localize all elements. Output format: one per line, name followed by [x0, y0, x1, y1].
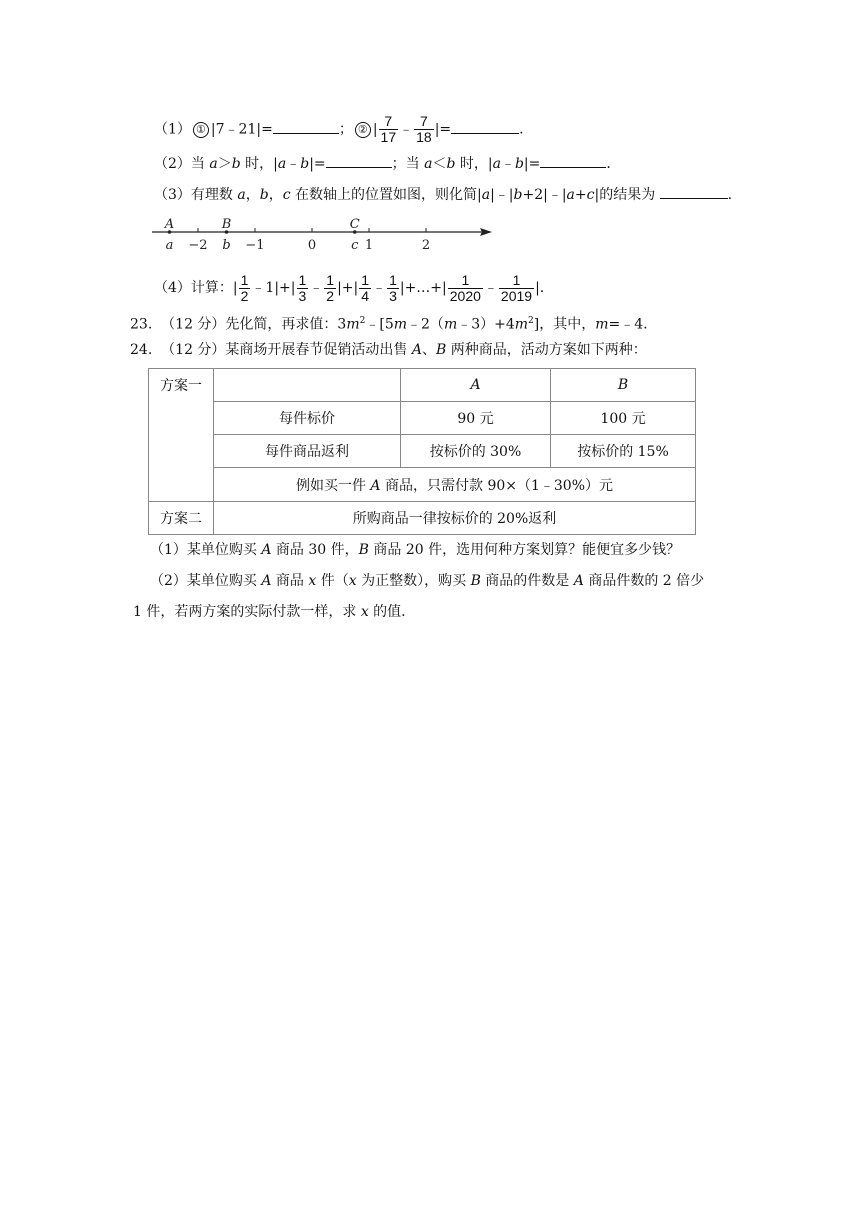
part-label: （1）: [154, 121, 191, 138]
var: x: [308, 573, 317, 589]
var: m: [595, 316, 609, 333]
fraction: [387, 273, 399, 304]
fraction: [239, 273, 251, 304]
text: ﹣1|+|: [251, 280, 296, 296]
text: 例如买一件: [295, 477, 371, 494]
var: B: [470, 573, 481, 589]
cell: 100 元: [551, 402, 696, 435]
text: 时，|: [240, 156, 278, 172]
cell: 按标价的 30%: [401, 435, 551, 468]
text: |+|: [337, 280, 359, 296]
var: a: [566, 187, 575, 203]
period: .: [519, 121, 524, 138]
text: ＞: [217, 156, 232, 172]
text: ﹣: [372, 280, 387, 296]
abs-open: |: [372, 121, 378, 138]
text: 为正整数），购买: [356, 573, 471, 589]
var: b: [514, 156, 524, 172]
text: （2）某单位购买: [150, 573, 262, 589]
text: 件（: [316, 573, 349, 589]
text: 1 件，若两方案的实际付款一样，求: [133, 604, 361, 620]
denominator: 2019: [500, 287, 533, 304]
point-label: B: [221, 217, 232, 232]
tick-label: 1: [364, 238, 374, 253]
denominator: 2: [240, 287, 249, 304]
text: 、: [422, 342, 437, 358]
text: ﹣: [286, 156, 301, 172]
answer-blank[interactable]: [451, 119, 519, 134]
period: .: [727, 187, 733, 203]
var: B: [436, 342, 447, 358]
var: b: [446, 156, 456, 172]
var: x: [360, 604, 369, 620]
example-row: [214, 468, 696, 502]
var: a: [481, 187, 491, 203]
text: 在数轴上的位置如图，则化简|: [290, 187, 482, 203]
text: +2|﹣|: [522, 187, 567, 203]
text: ，: [268, 187, 283, 203]
text: ﹣[5: [365, 316, 394, 333]
var: b: [231, 156, 241, 172]
denominator: 4: [361, 287, 370, 304]
column-a-header: A: [470, 377, 481, 393]
var: a: [277, 156, 287, 172]
fraction: [324, 273, 336, 304]
plan-1-label: 方案一: [149, 369, 214, 502]
text: |=: [309, 156, 326, 172]
numerator: 1: [389, 271, 397, 288]
text: ；当: [391, 156, 425, 172]
question-number: 23.: [130, 316, 153, 333]
var: a: [209, 156, 218, 172]
var: B: [358, 542, 369, 558]
answer-blank[interactable]: [273, 119, 339, 134]
fraction: [359, 273, 371, 304]
period: .: [606, 156, 611, 172]
var: c: [282, 187, 291, 203]
tick-label: −2: [188, 238, 208, 253]
denominator: 18: [416, 129, 432, 145]
fraction: [297, 273, 309, 304]
column-b-header: B: [617, 377, 629, 393]
text: ﹣: [483, 280, 498, 296]
plan-2-label: 方案二: [149, 502, 214, 535]
fraction: [414, 114, 434, 145]
var: A: [370, 477, 381, 494]
denominator: 3: [298, 287, 307, 304]
text: （2）当: [154, 156, 210, 172]
denominator: 3: [389, 287, 397, 304]
numerator: 1: [361, 271, 370, 288]
text: 的值.: [368, 604, 406, 620]
denominator: 2020: [449, 287, 481, 304]
numerator: 1: [240, 271, 249, 288]
denominator: 17: [380, 129, 397, 145]
var: A: [411, 342, 423, 358]
q22-part2: [154, 153, 611, 174]
var: m: [514, 316, 529, 333]
var: A: [261, 542, 272, 558]
text: 商品 20 件，选用何种方案划算？能便宜多少钱？: [368, 542, 681, 558]
point-variable: b: [222, 238, 231, 253]
q22-part4: [154, 270, 544, 306]
header-empty-cell: [214, 369, 401, 402]
denominator: 2: [326, 287, 335, 304]
exponent: 2: [528, 316, 534, 326]
text: =﹣4.: [608, 316, 648, 333]
point-label: C: [349, 217, 360, 232]
point-variable: a: [165, 238, 174, 253]
cell: 90 元: [401, 402, 551, 435]
question-24-part2-cont: [133, 602, 406, 622]
answer-blank[interactable]: [326, 153, 392, 168]
plan-2-text: 所购商品一律按标价的 20%返利: [214, 502, 696, 535]
var: b: [300, 156, 310, 172]
question-24: [130, 340, 647, 360]
text: （12 分）先化简，再求值：3: [161, 316, 347, 333]
question-number: 24.: [130, 342, 153, 358]
minus: ﹣: [399, 121, 414, 138]
tick-label: 0: [307, 238, 317, 253]
numerator: 1: [298, 271, 307, 288]
numerator: 7: [384, 113, 393, 129]
circled-one-marker: ①: [193, 122, 209, 138]
var: b: [513, 187, 523, 203]
exponent: 2: [359, 316, 366, 326]
point-variable: c: [351, 238, 359, 253]
q22-part1: [154, 114, 524, 145]
var: A: [573, 573, 584, 589]
var: a: [424, 156, 433, 172]
numerator: 1: [461, 271, 470, 288]
tick-label: 2: [421, 238, 431, 253]
number-line-figure: [150, 213, 495, 255]
text: ﹣: [500, 156, 515, 172]
text: 商品: [271, 573, 309, 589]
row-label: 每件商品返利: [214, 435, 401, 468]
abs-close: |=: [434, 121, 452, 138]
var: m: [393, 316, 408, 333]
var: a: [492, 156, 501, 172]
text: 商品，只需付款 90×（1﹣30%）元: [380, 477, 614, 494]
text: |.: [535, 280, 545, 296]
promotion-plan-table: [148, 368, 696, 535]
question-24-part2: [150, 571, 704, 591]
text: 商品件数的 2 倍少: [583, 573, 705, 589]
text: |+…+|: [399, 280, 447, 296]
text: ＜: [432, 156, 447, 172]
text: ﹣2（: [407, 316, 444, 333]
row-label: 每件标价: [214, 402, 401, 435]
circled-two-marker: ②: [355, 122, 371, 138]
question-24-part1: [150, 540, 680, 560]
text: |=: [523, 156, 541, 172]
var: m: [443, 316, 458, 333]
answer-blank[interactable]: [660, 184, 728, 199]
text: ﹣3）+4: [457, 316, 515, 333]
fraction: [448, 273, 483, 304]
cell: 按标价的 15%: [551, 435, 696, 468]
expr: |7﹣21|=: [210, 121, 273, 138]
text: （3）有理数: [154, 187, 238, 203]
text: 商品的件数是: [480, 573, 574, 589]
var: x: [348, 573, 357, 589]
text: +: [574, 187, 587, 203]
numerator: 1: [326, 271, 335, 288]
text: 商品 30 件，: [271, 542, 359, 558]
var: m: [346, 316, 360, 333]
text: 时，|: [455, 156, 493, 172]
var: A: [261, 573, 272, 589]
separator: ；: [338, 121, 353, 138]
text: |的结果为: [594, 187, 656, 203]
var: b: [259, 187, 269, 203]
tick-label: −1: [245, 238, 265, 253]
text: ，: [245, 187, 260, 203]
fraction: [499, 273, 534, 304]
fraction: [379, 114, 399, 145]
var: a: [237, 187, 246, 203]
text: ]，其中，: [533, 316, 596, 333]
answer-blank[interactable]: [540, 153, 606, 168]
text: （12 分）某商场开展春节促销活动出售: [161, 342, 412, 358]
part-label: （4）计算：|: [154, 280, 238, 296]
point-label: A: [164, 217, 175, 232]
var: c: [586, 187, 595, 203]
text: （1）某单位购买: [150, 542, 262, 558]
text: |﹣|: [490, 187, 514, 203]
question-23: [130, 311, 648, 335]
numerator: 1: [512, 271, 521, 288]
q22-part3: [154, 184, 732, 205]
text: 两种商品，活动方案如下两种：: [446, 342, 647, 358]
numerator: 7: [420, 113, 428, 129]
text: ﹣: [309, 280, 324, 296]
